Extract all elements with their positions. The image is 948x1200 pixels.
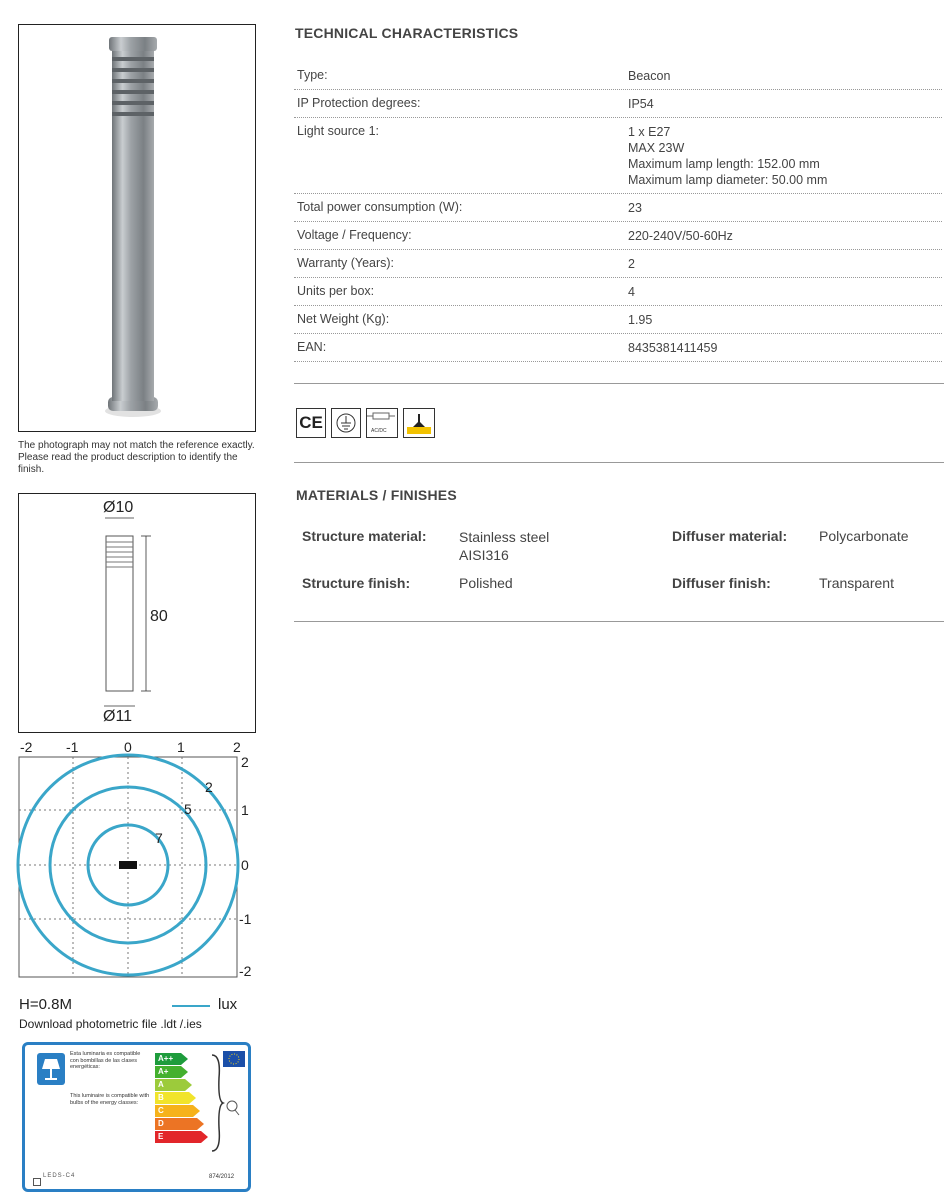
divider bbox=[294, 462, 944, 463]
spec-label: Total power consumption (W): bbox=[297, 200, 463, 214]
regulation-number: 874/2012 bbox=[209, 1174, 235, 1180]
brace-icon bbox=[209, 1053, 225, 1153]
technical-title: TECHNICAL CHARACTERISTICS bbox=[295, 25, 519, 41]
top-diameter-label: Ø10 bbox=[103, 499, 134, 516]
lux-legend-line bbox=[172, 1005, 210, 1007]
spec-label: Type: bbox=[297, 68, 328, 82]
spec-label: Net Weight (Kg): bbox=[297, 312, 390, 326]
x-tick-label: -1 bbox=[66, 739, 79, 755]
spec-row-type bbox=[294, 62, 942, 90]
y-tick-label: 1 bbox=[241, 802, 249, 818]
x-tick-label: 1 bbox=[177, 739, 185, 755]
spec-row-power bbox=[294, 194, 942, 222]
structure-material-label: Structure material: bbox=[302, 528, 427, 544]
ring-value-label: 2 bbox=[205, 779, 213, 795]
spec-row-weight bbox=[294, 306, 942, 334]
structure-finish-label: Structure finish: bbox=[302, 575, 411, 591]
spec-row-light-source bbox=[294, 118, 942, 194]
download-photometric-link[interactable]: Download photometric file .ldt /.ies bbox=[19, 1017, 202, 1031]
spec-row-ean bbox=[294, 334, 942, 362]
structure-finish-value: Polished bbox=[459, 575, 513, 591]
x-tick-label: 2 bbox=[233, 739, 241, 755]
spec-value: Beacon bbox=[628, 69, 671, 83]
y-tick-label: 0 bbox=[241, 857, 249, 873]
energy-label: Esta luminaria es compatible con bombillas de las clases energéticas: This luminaire is compatible with bulbs of the energy classes: A++ A+ A B C D E LEDS-C4 874/2012 bbox=[22, 1042, 251, 1192]
spec-label: IP Protection degrees: bbox=[297, 96, 421, 110]
eu-flag-icon bbox=[223, 1051, 245, 1067]
spec-row-units bbox=[294, 278, 942, 306]
mounting-height-label: H=0.8M bbox=[19, 996, 72, 1013]
energy-text-es: Esta luminaria es compatible con bombillas de las clases energéticas: bbox=[70, 1051, 141, 1070]
diffuser-material-value: Polycarbonate bbox=[819, 528, 909, 544]
earth-class-icon bbox=[331, 408, 361, 438]
y-tick-label: -1 bbox=[239, 911, 252, 927]
brand-logo-icon bbox=[33, 1173, 41, 1181]
spec-value: 220-240V/50-60Hz bbox=[628, 229, 733, 243]
y-tick-label: 2 bbox=[241, 754, 249, 770]
divider bbox=[294, 383, 944, 384]
spec-row-warranty bbox=[294, 250, 942, 278]
diffuser-finish-label: Diffuser finish: bbox=[672, 575, 771, 591]
diffuser-finish-value: Transparent bbox=[819, 575, 894, 591]
ac-dc-icon: AC/DC bbox=[366, 408, 398, 438]
warning-surface-icon bbox=[403, 408, 435, 438]
divider bbox=[294, 621, 944, 622]
spec-table bbox=[294, 62, 942, 362]
spec-value: 1 x E27 bbox=[628, 125, 671, 139]
spec-label: Warranty (Years): bbox=[297, 256, 395, 270]
lux-legend-label: lux bbox=[218, 996, 238, 1013]
bollard-photo-image bbox=[19, 25, 255, 431]
spec-value: 4 bbox=[628, 285, 635, 299]
x-tick-label: -2 bbox=[20, 739, 33, 755]
materials-title: MATERIALS / FINISHES bbox=[296, 487, 457, 503]
spec-label: Light source 1: bbox=[297, 124, 379, 138]
dimension-drawing-svg bbox=[19, 494, 255, 732]
ce-mark-icon: CE bbox=[296, 408, 326, 438]
product-photo bbox=[18, 24, 256, 432]
photo-disclaimer: The photograph may not match the reference exactly. Please read the product description to identify the finish. bbox=[18, 440, 255, 475]
energy-text-en: This luminaire is compatible with bulbs of the energy classes: bbox=[70, 1093, 150, 1106]
spec-value: 23 bbox=[628, 201, 642, 215]
spec-label: Units per box: bbox=[297, 284, 375, 298]
spec-value: 2 bbox=[628, 257, 635, 271]
height-label: 80 bbox=[150, 608, 168, 625]
bottom-diameter-label: Ø11 bbox=[103, 708, 133, 725]
ring-value-label: 5 bbox=[184, 801, 192, 817]
lamp-icon bbox=[37, 1053, 65, 1083]
spec-value: Maximum lamp length: 152.00 mm bbox=[628, 157, 820, 171]
photometric-diagram bbox=[0, 735, 260, 980]
spec-label: Voltage / Frequency: bbox=[297, 228, 412, 242]
spec-value: 8435381411459 bbox=[628, 341, 718, 355]
spec-label: EAN: bbox=[297, 340, 327, 354]
photometric-diagram-svg bbox=[0, 735, 260, 980]
spec-value-group bbox=[628, 124, 942, 193]
diffuser-material-label: Diffuser material: bbox=[672, 528, 788, 544]
spec-value: IP54 bbox=[628, 97, 654, 111]
spec-value: MAX 23W bbox=[628, 141, 685, 155]
x-tick-label: 0 bbox=[124, 739, 132, 755]
spec-row-ip bbox=[294, 90, 942, 118]
structure-material-value: Stainless steel AISI316 bbox=[459, 529, 550, 563]
spec-value: Maximum lamp diameter: 50.00 mm bbox=[628, 173, 828, 187]
brand-name: LEDS-C4 bbox=[43, 1173, 76, 1179]
y-tick-label: -2 bbox=[239, 963, 252, 979]
spec-row-voltage bbox=[294, 222, 942, 250]
ring-value-label: 7 bbox=[155, 830, 163, 846]
bulb-icon bbox=[225, 1099, 241, 1117]
spec-value: 1.95 bbox=[628, 313, 653, 327]
dimension-drawing bbox=[18, 493, 256, 733]
